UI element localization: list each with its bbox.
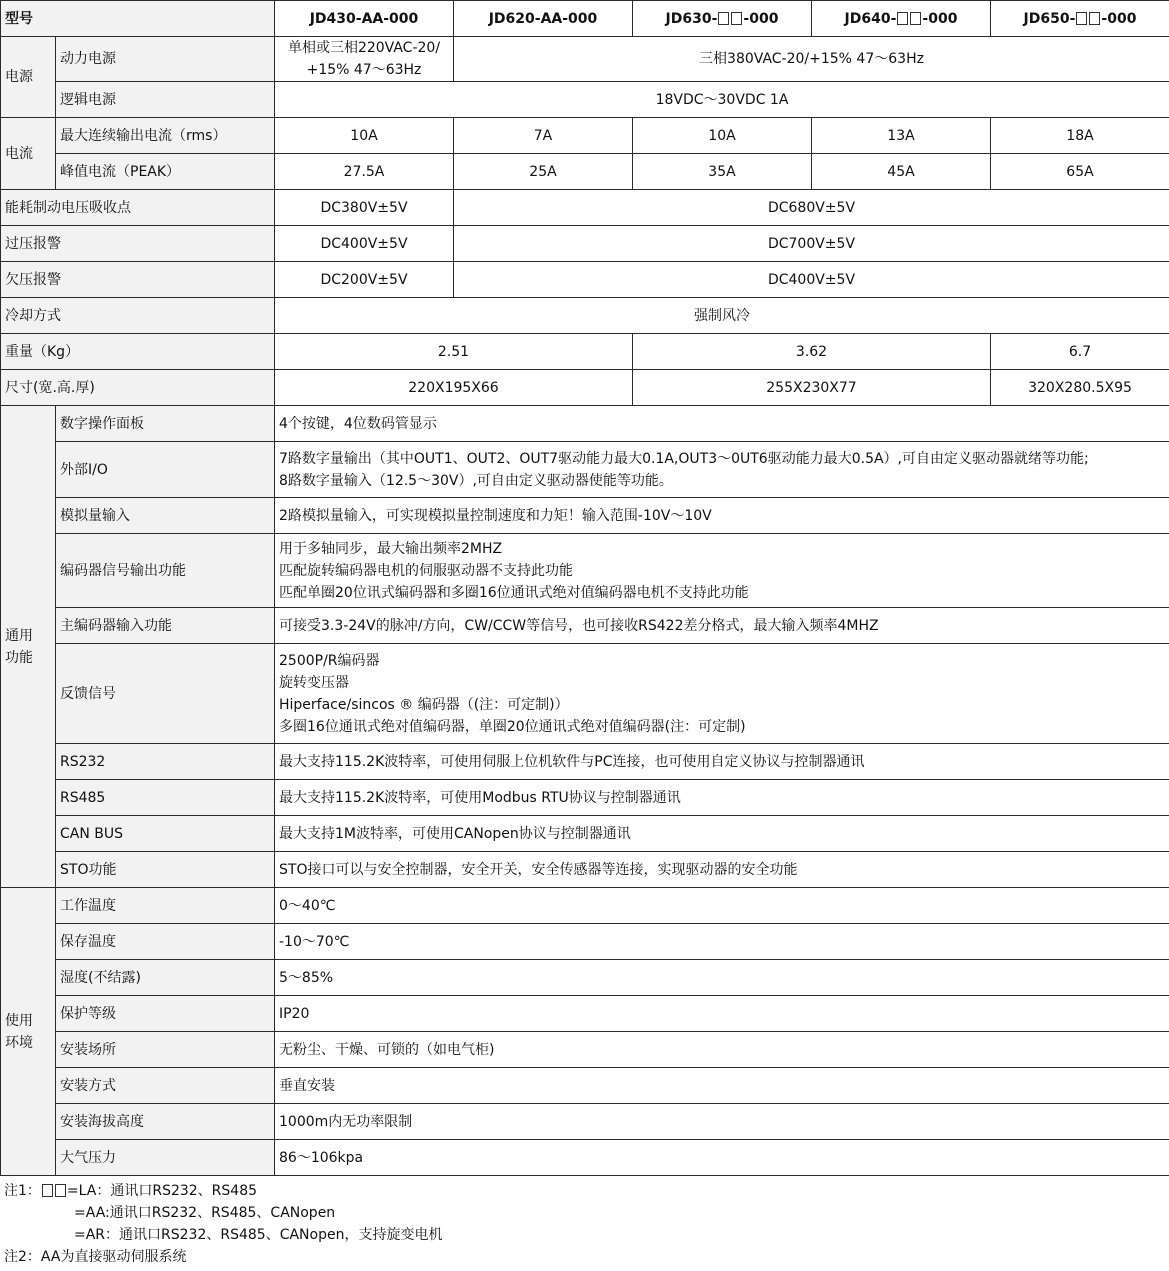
general-value-line: 旋转变压器 [279, 674, 349, 691]
current-peak-value: 45A [812, 154, 991, 190]
brake-value-a: DC380V±5V [275, 190, 454, 226]
general-value-line: 7路数字量输出（其中OUT1、OUT2、OUT7驱动能力最大0.1A,OUT3～0UT6驱动能力最大0.5A）,可自由定义驱动器就绪等功能; [279, 450, 1089, 467]
general-value [275, 534, 1169, 608]
env-row [1, 1104, 1169, 1140]
model-name: JD430-AA-000 [309, 10, 419, 27]
power-main-jd430-line2: +15% 47～63Hz [306, 62, 422, 78]
overvoltage-label: 过压报警 [1, 226, 275, 262]
current-peak-value: 35A [633, 154, 812, 190]
general-group-line2: 功能 [5, 649, 33, 666]
model-prefix: JD650- [1023, 10, 1076, 27]
general-group-line1: 通用 [5, 627, 33, 644]
placeholder-box-icon [731, 12, 742, 25]
size-value: 255X230X77 [633, 370, 991, 406]
general-row [1, 498, 1169, 534]
model-jd640 [812, 1, 991, 37]
general-row [1, 644, 1169, 744]
env-value: -10～70℃ [275, 924, 1169, 960]
general-row [1, 744, 1169, 780]
general-label: 数字操作面板 [56, 406, 275, 442]
size-label: 尺寸(宽.高.厚) [1, 370, 275, 406]
placeholder-box-icon [897, 12, 908, 25]
env-label: 工作温度 [56, 888, 275, 924]
undervoltage-label: 欠压报警 [1, 262, 275, 298]
note-1-prefix: 注1： [4, 1183, 41, 1199]
placeholder-box-icon [55, 1184, 66, 1197]
general-row [1, 852, 1169, 888]
current-rms-value: 13A [812, 118, 991, 154]
model-jd650 [991, 1, 1169, 37]
model-suffix: -000 [922, 10, 958, 27]
env-label: 安装方式 [56, 1068, 275, 1104]
brake-label: 能耗制动电压吸收点 [1, 190, 275, 226]
power-logic-label: 逻辑电源 [56, 82, 275, 118]
general-value-line: 用于多轴同步，最大输出频率2MHZ [279, 540, 503, 557]
general-value-line: 8路数字量输入（12.5～30V）,可自由定义驱动器使能等功能。 [279, 472, 673, 489]
overvoltage-value-b: DC700V±5V [454, 226, 1169, 262]
env-value: 垂直安装 [275, 1068, 1169, 1104]
current-peak-value: 65A [991, 154, 1169, 190]
model-jd430 [275, 1, 454, 37]
placeholder-box-icon [1089, 12, 1100, 25]
weight-row [1, 334, 1169, 370]
placeholder-box-icon [1076, 12, 1087, 25]
general-value-line: 多圈16位通讯式绝对值编码器，单圈20位通讯式绝对值编码器(注：可定制) [279, 718, 746, 735]
general-value-line: 最大支持1M波特率，可使用CANopen协议与控制器通讯 [279, 825, 631, 842]
general-value-line: 2500P/R编码器 [279, 652, 380, 669]
general-value [275, 442, 1169, 498]
brake-row [1, 190, 1169, 226]
env-value: 0～40℃ [275, 888, 1169, 924]
general-label: STO功能 [56, 852, 275, 888]
general-value-line: 匹配旋转编码器电机的伺服驱动器不支持此功能 [279, 562, 573, 579]
general-value-line: STO接口可以与安全控制器，安全开关，安全传感器等连接，实现驱动器的安全功能 [279, 861, 798, 878]
placeholder-box-icon [42, 1184, 53, 1197]
env-label: 保护等级 [56, 996, 275, 1032]
general-value [275, 608, 1169, 644]
general-value-line: 最大支持115.2K波特率，可使用Modbus RTU协议与控制器通讯 [279, 789, 681, 806]
note-1-line-2: =AA:通讯口RS232、RS485、CANopen [74, 1205, 336, 1221]
model-suffix: -000 [1101, 10, 1137, 27]
note-1 [4, 1180, 442, 1202]
general-row [1, 608, 1169, 644]
general-label: RS485 [56, 780, 275, 816]
general-label: 反馈信号 [56, 644, 275, 744]
env-label: 安装场所 [56, 1032, 275, 1068]
general-label: 主编码器输入功能 [56, 608, 275, 644]
env-row [1, 960, 1169, 996]
env-row [1, 1140, 1169, 1176]
power-logic-row [1, 82, 1169, 118]
env-value: 86～106kpa [275, 1140, 1169, 1176]
current-peak-label: 峰值电流（PEAK） [56, 154, 275, 190]
env-group-line2: 环境 [5, 1034, 33, 1051]
general-label: 外部I/O [56, 442, 275, 498]
general-value [275, 744, 1169, 780]
env-value: 5～85% [275, 960, 1169, 996]
weight-label: 重量（Kg） [1, 334, 275, 370]
general-value [275, 644, 1169, 744]
weight-value: 6.7 [991, 334, 1169, 370]
cooling-label: 冷却方式 [1, 298, 275, 334]
note-2: 注2：AA为直接驱动伺服系统 [4, 1249, 187, 1265]
general-value-line: 最大支持115.2K波特率，可使用伺服上位机软件与PC连接，也可使用自定义协议与控制器通讯 [279, 753, 865, 770]
note-1-line-3: =AR：通讯口RS232、RS485、CANopen，支持旋变电机 [74, 1227, 443, 1243]
footnotes [4, 1180, 442, 1268]
model-header-label: 型号 [1, 1, 275, 37]
cooling-row [1, 298, 1169, 334]
current-rms-value: 10A [275, 118, 454, 154]
env-value: 无粉尘、干燥、可锁的（如电气柜) [275, 1032, 1169, 1068]
current-rms-label: 最大连续输出电流（rms） [56, 118, 275, 154]
overvoltage-value-a: DC400V±5V [275, 226, 454, 262]
placeholder-box-icon [718, 12, 729, 25]
overvoltage-row [1, 226, 1169, 262]
model-suffix: -000 [743, 10, 779, 27]
env-group-line1: 使用 [5, 1012, 33, 1029]
cooling-value: 强制风冷 [275, 298, 1169, 334]
current-peak-value: 27.5A [275, 154, 454, 190]
undervoltage-row [1, 262, 1169, 298]
general-value-line: 2路模拟量输入，可实现模拟量控制速度和力矩！输入范围-10V～10V [279, 507, 712, 524]
current-rms-value: 10A [633, 118, 812, 154]
env-row [1, 924, 1169, 960]
env-row [1, 1032, 1169, 1068]
power-main-jd430 [275, 37, 454, 82]
model-prefix: JD630- [665, 10, 718, 27]
env-value: IP20 [275, 996, 1169, 1032]
model-name: JD620-AA-000 [488, 10, 598, 27]
general-value-line: 匹配单圈20位讯式编码器和多圈16位通讯式绝对值编码器电机不支持此功能 [279, 584, 749, 601]
model-jd620 [454, 1, 633, 37]
env-row [1, 1068, 1169, 1104]
current-rms-value: 7A [454, 118, 633, 154]
size-value: 220X195X66 [275, 370, 633, 406]
general-value-line: 4个按键，4位数码管显示 [279, 415, 437, 432]
general-value-line: Hiperface/sincos ® 编码器（(注：可定制)） [279, 696, 569, 713]
weight-value: 2.51 [275, 334, 633, 370]
weight-value: 3.62 [633, 334, 991, 370]
general-label: 模拟量输入 [56, 498, 275, 534]
power-main-row [1, 37, 1169, 82]
env-label: 保存温度 [56, 924, 275, 960]
env-group-label [1, 888, 56, 1176]
placeholder-box-icon [910, 12, 921, 25]
header-row [1, 1, 1169, 37]
general-row [1, 816, 1169, 852]
general-row [1, 442, 1169, 498]
env-row [1, 888, 1169, 924]
current-rms-value: 18A [991, 118, 1169, 154]
general-label: 编码器信号输出功能 [56, 534, 275, 608]
size-row [1, 370, 1169, 406]
general-value [275, 852, 1169, 888]
model-jd630 [633, 1, 812, 37]
general-label: CAN BUS [56, 816, 275, 852]
power-logic-value: 18VDC～30VDC 1A [275, 82, 1169, 118]
general-value [275, 498, 1169, 534]
size-value: 320X280.5X95 [991, 370, 1169, 406]
env-value: 1000m内无功率限制 [275, 1104, 1169, 1140]
general-value [275, 406, 1169, 442]
general-value [275, 780, 1169, 816]
undervoltage-value-b: DC400V±5V [454, 262, 1169, 298]
undervoltage-value-a: DC200V±5V [275, 262, 454, 298]
general-group-label [1, 406, 56, 888]
power-main-label: 动力电源 [56, 37, 275, 82]
env-label: 湿度(不结露) [56, 960, 275, 996]
general-row [1, 780, 1169, 816]
general-value [275, 816, 1169, 852]
env-row [1, 996, 1169, 1032]
note-1-text: =LA：通讯口RS232、RS485 [66, 1183, 258, 1199]
env-label: 安装海拔高度 [56, 1104, 275, 1140]
current-group-label: 电流 [1, 118, 56, 190]
model-prefix: JD640- [844, 10, 897, 27]
general-row [1, 406, 1169, 442]
power-group-label: 电源 [1, 37, 56, 118]
current-peak-value: 25A [454, 154, 633, 190]
current-peak-row [1, 154, 1169, 190]
general-value-line: 可接受3.3-24V的脉冲/方向，CW/CCW等信号，也可接收RS422差分格式，最大输入频率4MHZ [279, 617, 879, 634]
general-label: RS232 [56, 744, 275, 780]
env-label: 大气压力 [56, 1140, 275, 1176]
power-main-jd430-line1: 单相或三相220VAC-20/ [287, 40, 441, 56]
general-row [1, 534, 1169, 608]
current-rms-row [1, 118, 1169, 154]
brake-value-b: DC680V±5V [454, 190, 1169, 226]
power-main-others: 三相380VAC-20/+15% 47～63Hz [454, 37, 1169, 82]
